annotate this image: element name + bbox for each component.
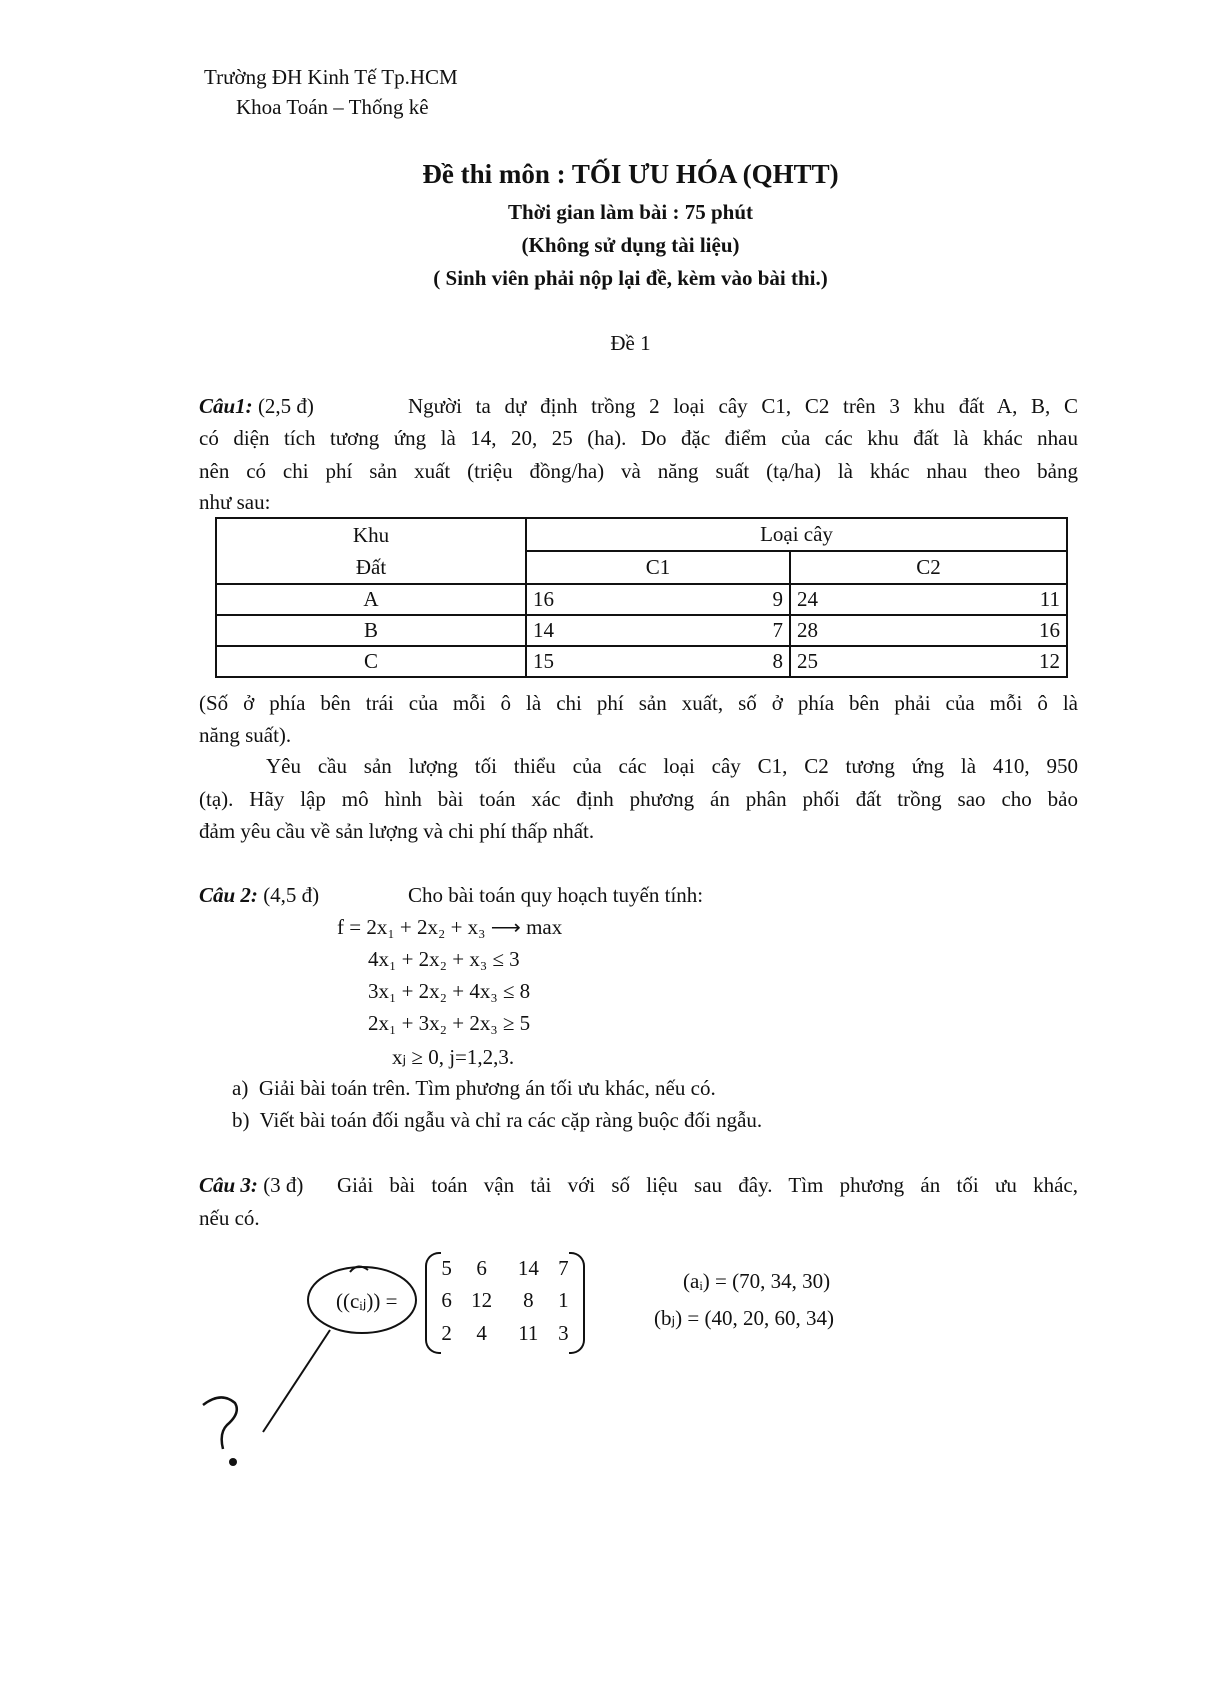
- school-name: Trường ĐH Kinh Tế Tp.HCM: [204, 65, 458, 89]
- question-mark-icon: [203, 1397, 237, 1449]
- yield: 7: [772, 618, 783, 642]
- objective-function: f = 2x₁ + 2x₂ + x₃ ⟶ max: [337, 915, 563, 939]
- q1-req-line: (tạ). Hãy lập mô hình bài toán xác định phương án phân phối đất trồng sao cho bảo: [199, 787, 1078, 811]
- yield: 11: [1039, 587, 1060, 611]
- matrix-cell: 4: [476, 1321, 487, 1346]
- matrix-label: ((cᵢⱼ)) =: [336, 1289, 398, 1313]
- q1-line: nên có chi phí sản xuất (triệu đồng/ha) và năng suất (tạ/ha) là khác nhau theo bảng: [199, 459, 1078, 483]
- matrix-cell: 8: [523, 1288, 534, 1313]
- matrix-cell: 5: [441, 1255, 452, 1280]
- question-mark-dot: [229, 1458, 237, 1466]
- part-text: Viết bài toán đối ngẫu và chỉ ra các cặp ràng buộc đối ngẫu.: [259, 1108, 763, 1132]
- handwritten-circle: [308, 1267, 416, 1333]
- q2-intro: Cho bài toán quy hoạch tuyến tính:: [408, 883, 704, 907]
- supply-vector: (aᵢ) = (70, 34, 30): [683, 1269, 831, 1293]
- q1-note-line: năng suất).: [199, 723, 292, 747]
- constraint: 3x₁ + 2x₂ + 4x₃ ≤ 8: [368, 979, 531, 1003]
- header-c2: C2: [790, 551, 1067, 584]
- part-marker: a): [232, 1076, 249, 1100]
- yield: 16: [1039, 618, 1060, 642]
- matrix-cell: 12: [471, 1288, 493, 1313]
- q2-points: (4,5 đ): [263, 883, 320, 907]
- header-land-line1: Khu: [352, 523, 390, 547]
- matrix-cell: 2: [441, 1321, 452, 1346]
- exam-title: Đề thi môn : TỐI ƯU HÓA (QHTT): [422, 159, 839, 189]
- exam-note-materials: (Không sử dụng tài liệu): [521, 233, 740, 257]
- matrix-cell: 7: [558, 1255, 569, 1280]
- land-cell: A: [216, 584, 526, 615]
- constraint: xⱼ ≥ 0, j=1,2,3.: [392, 1045, 515, 1069]
- land-cell: C: [216, 646, 526, 677]
- part-text: Giải bài toán trên. Tìm phương án tối ưu khác, nếu có.: [258, 1076, 716, 1100]
- constraint: 2x₁ + 3x₂ + 2x₃ ≥ 5: [368, 1011, 531, 1035]
- yield: 9: [772, 587, 783, 611]
- q3-line: Giải bài toán vận tải với số liệu sau đây. Tìm phương án tối ưu khác,: [337, 1173, 1078, 1197]
- header-crop: Loại cây: [526, 518, 1067, 551]
- q1-line: Người ta dự định trồng 2 loại cây C1, C2 trên 3 khu đất A, B, C: [408, 394, 1078, 418]
- q1-line: có diện tích tương ứng là 14, 20, 25 (ha). Do đặc điểm của các khu đất là khác nhau: [199, 426, 1078, 450]
- matrix-cell: 6: [441, 1288, 452, 1313]
- exam-note-submit: ( Sinh viên phải nộp lại đề, kèm vào bài thi.): [433, 266, 828, 290]
- q1-req-line: Yêu cầu sản lượng tối thiểu của các loại cây C1, C2 tương ứng là 410, 950: [266, 754, 1078, 778]
- demand-vector: (bⱼ) = (40, 20, 60, 34): [654, 1306, 834, 1330]
- matrix-cell: 3: [558, 1321, 569, 1346]
- q3-label: Câu 3:: [199, 1173, 258, 1197]
- cost: 25: [797, 649, 818, 673]
- cost: 16: [533, 587, 554, 611]
- matrix-cell: 14: [517, 1255, 539, 1280]
- yield: 12: [1039, 649, 1060, 673]
- yield: 8: [772, 649, 783, 673]
- handwritten-line: [263, 1330, 330, 1432]
- header-c1: C1: [526, 551, 790, 584]
- header-land-line2: Đất: [355, 555, 387, 579]
- matrix-cell: 11: [518, 1321, 539, 1346]
- q1-label: Câu1:: [199, 394, 253, 418]
- land-cell: B: [216, 615, 526, 646]
- cost: 14: [533, 618, 554, 642]
- cost: 15: [533, 649, 554, 673]
- cost: 24: [797, 587, 818, 611]
- q3-points: (3 đ): [263, 1173, 304, 1197]
- matrix-cell: 6: [476, 1255, 487, 1280]
- q1-points: (2,5 đ): [257, 394, 314, 418]
- q3-line: nếu có.: [199, 1206, 260, 1230]
- exam-time: Thời gian làm bài : 75 phút: [507, 200, 754, 224]
- constraint: 4x₁ + 2x₂ + x₃ ≤ 3: [368, 947, 520, 971]
- cost: 28: [797, 618, 818, 642]
- matrix-cell: 1: [558, 1288, 569, 1313]
- exam-code: Đề 1: [610, 331, 651, 355]
- part-marker: b): [232, 1108, 250, 1132]
- faculty-name: Khoa Toán – Thống kê: [236, 95, 429, 119]
- q1-req-line: đảm yêu cầu về sản lượng và chi phí thấp nhất.: [199, 819, 595, 843]
- q2-label: Câu 2:: [199, 883, 258, 907]
- q1-line: như sau:: [199, 490, 271, 514]
- q1-note-line: (Số ở phía bên trái của mỗi ô là chi phí sản xuất, số ở phía bên phải của mỗi ô là: [199, 691, 1078, 715]
